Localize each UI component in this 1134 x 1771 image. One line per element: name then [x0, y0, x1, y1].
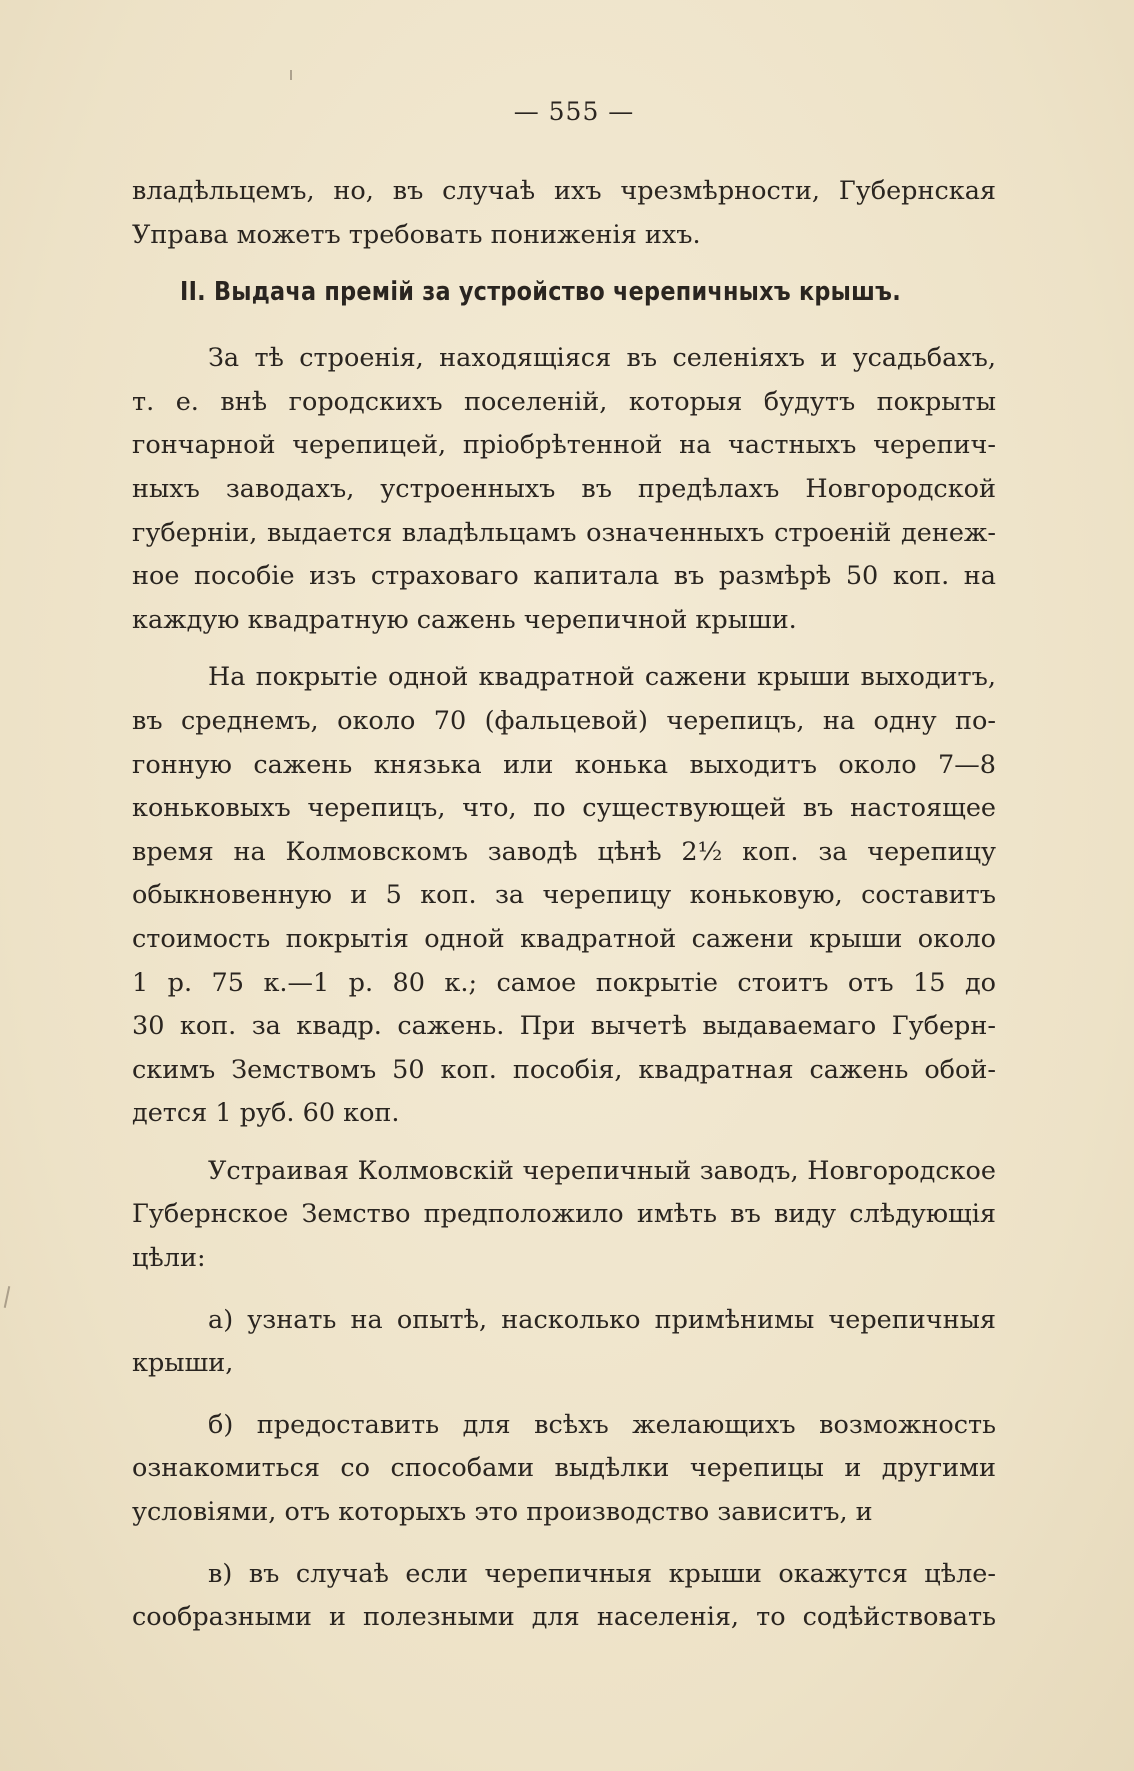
text-line: обыкновенную и 5 коп. за черепицу коньковую, составитъ	[132, 880, 996, 911]
text-line: На покрытіе одной квадратной сажени крыши выходитъ,	[208, 662, 996, 693]
text-line: сообразными и полезными для населенія, то содѣйствовать	[132, 1602, 996, 1633]
text-line: 30 коп. за квадр. сажень. При вычетѣ выдаваемаго Губерн-	[132, 1011, 996, 1042]
text-line: За тѣ строенія, находящіяся въ селеніяхъ и усадьбахъ,	[208, 343, 996, 374]
text-line: т. е. внѣ городскихъ поселеній, которыя будутъ покрыты	[132, 386, 996, 417]
text-line: губерніи, выдается владѣльцамъ означенныхъ строеній денеж-	[132, 517, 996, 548]
text-line: стоимость покрытія одной квадратной сажени крыши около	[132, 923, 996, 954]
text-line: 1 р. 75 к.—1 р. 80 к.; самое покрытіе стоитъ отъ 15 до	[132, 967, 996, 998]
list-item-c	[132, 1553, 996, 1640]
text-line: каждую квадратную сажень черепичной крыши.	[132, 604, 797, 635]
text-line: гончарной черепицей, пріобрѣтенной на частныхъ черепич-	[132, 430, 996, 461]
text-line: скимъ Земствомъ 50 коп. пособія, квадратная сажень обой-	[132, 1054, 996, 1085]
paragraph-4	[132, 1150, 996, 1281]
paper-speck	[290, 70, 292, 80]
text-line: ное пособіе изъ страховаго капитала въ размѣрѣ 50 коп. на	[132, 561, 996, 592]
text-line: Устраивая Колмовскій черепичный заводъ, Новгородское	[208, 1155, 996, 1186]
list-item-a	[132, 1299, 996, 1386]
text-line: коньковыхъ черепицъ, что, по существующей въ настоящее	[132, 793, 996, 824]
text-line: дется 1 руб. 60 коп.	[132, 1098, 400, 1129]
text-line: Управа можетъ требовать пониженія ихъ.	[132, 219, 701, 250]
paragraph-1	[132, 170, 996, 257]
text-line: время на Колмовскомъ заводѣ цѣнѣ 2½ коп. за черепицу	[132, 836, 996, 867]
text-line: б) предоставить для всѣхъ желающихъ возможность	[208, 1409, 996, 1440]
text-line: ознакомиться со способами выдѣлки черепицы и другими	[132, 1453, 996, 1484]
page-number: — 555 —	[513, 97, 635, 126]
text-line: въ среднемъ, около 70 (фальцевой) черепицъ, на одну по-	[132, 705, 996, 736]
text-line: цѣли:	[132, 1243, 206, 1274]
text-line: в) въ случаѣ если черепичныя крыши окажутся цѣле-	[208, 1558, 996, 1589]
text-line: гонную сажень князька или конька выходитъ около 7—8	[132, 749, 996, 780]
section-heading: II. Выдача премій за устройство черепичныхъ крышъ.	[180, 277, 901, 308]
text-line: Губернское Земство предположило имѣть въ виду слѣдующія	[132, 1199, 996, 1230]
text-line: крыши,	[132, 1348, 234, 1379]
text-line: условіями, отъ которыхъ это производство зависитъ, и	[132, 1497, 873, 1528]
paragraph-2	[132, 337, 996, 642]
text-line: а) узнать на опытѣ, насколько примѣнимы черепичныя	[208, 1304, 996, 1335]
text-line: владѣльцемъ, но, въ случаѣ ихъ чрезмѣрности, Губернская	[132, 176, 996, 206]
paper-speck	[4, 1286, 11, 1308]
document-page	[132, 92, 996, 1640]
list-item-b	[132, 1404, 996, 1535]
text-line: ныхъ заводахъ, устроенныхъ въ предѣлахъ Новгородской	[132, 473, 996, 504]
paragraph-3	[132, 656, 996, 1136]
